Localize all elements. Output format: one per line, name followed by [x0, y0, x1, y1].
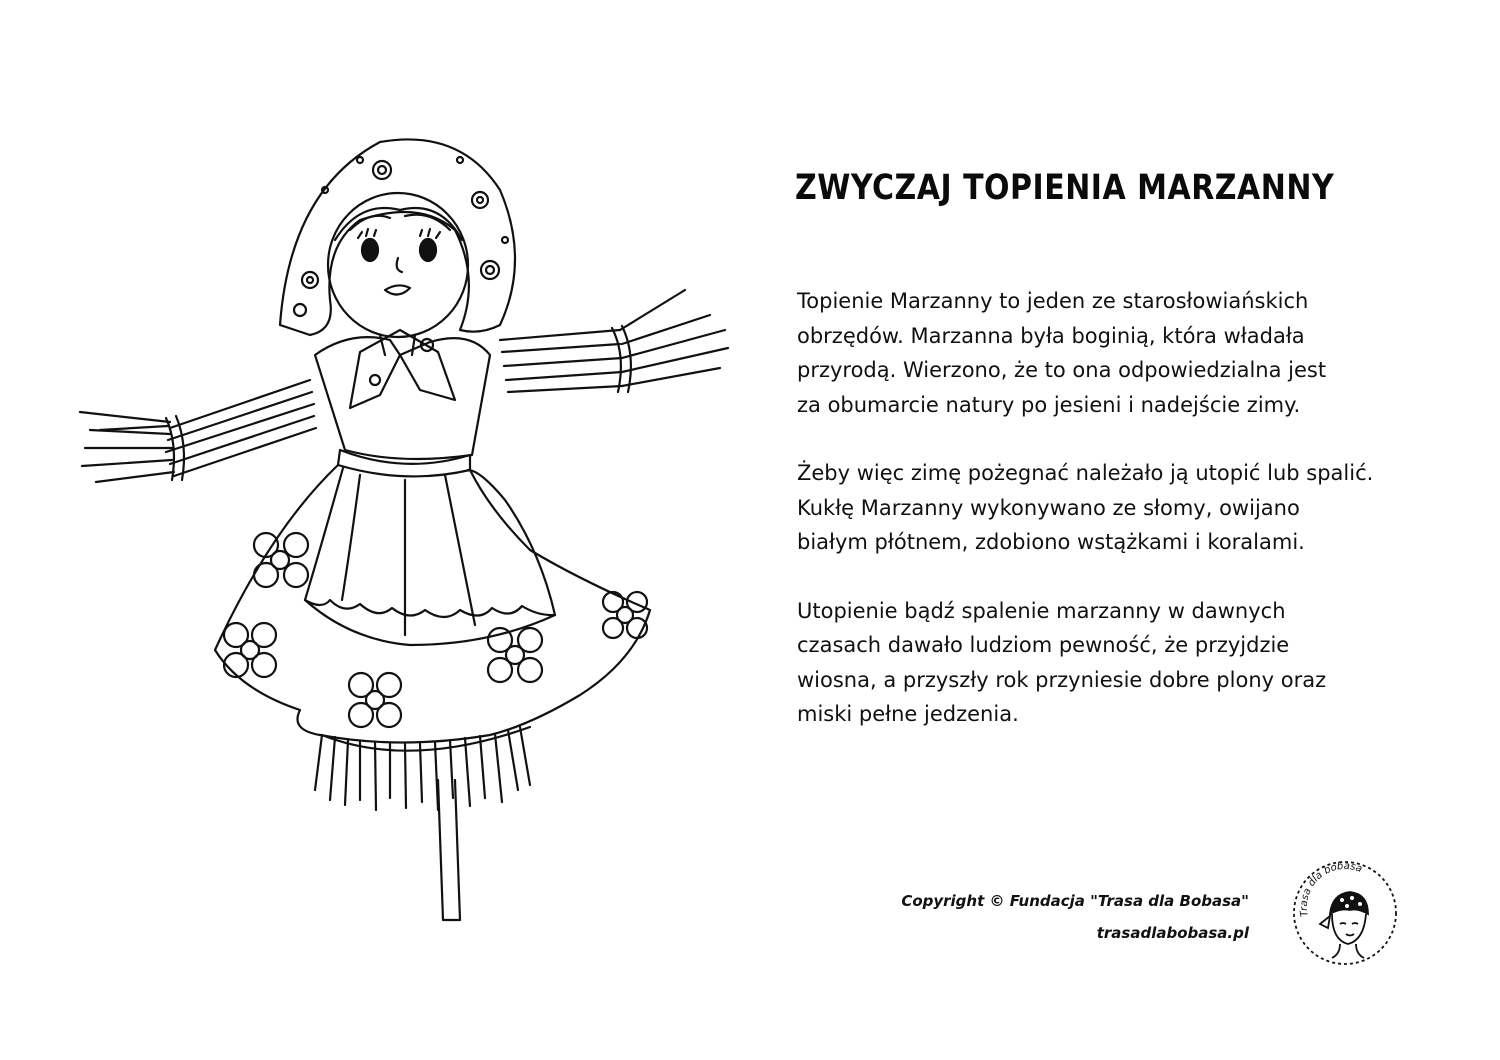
- text-line: Kukłę Marzanny wykonywano ze słomy, owijano: [797, 495, 1300, 520]
- skirt: [215, 465, 650, 743]
- footer-credits: [901, 885, 1249, 949]
- website-link[interactable]: trasadlabobasa.pl: [1096, 924, 1249, 942]
- text-line: przyrodą. Wierzono, że to ona odpowiedzialna jest: [797, 358, 1327, 382]
- text-line: miski pełne jedzenia.: [797, 702, 1019, 726]
- text-line: Utopienie bądź spalenie marzanny w dawnych: [797, 598, 1286, 623]
- text-line: za obumarcie natury po jesieni i nadejście zimy.: [797, 392, 1301, 417]
- copyright-notice: Copyright © Fundacja "Trasa dla Bobasa": [901, 892, 1249, 910]
- text-line: czasach dawało ludziom pewność, że przyjdzie: [797, 633, 1290, 657]
- marzanna-doll-illustration: [60, 130, 760, 960]
- paragraph-1: [797, 284, 1437, 422]
- headscarf: [280, 139, 515, 335]
- paragraph-2: [797, 456, 1437, 560]
- apron: [305, 468, 555, 645]
- trasa-dla-bobasa-logo: [1290, 858, 1400, 968]
- article-body: [797, 284, 1437, 766]
- logo-text: Trasa dla bobasa: [1298, 860, 1364, 918]
- left-straw-arm: [80, 380, 316, 482]
- text-line: białym płótnem, zdobiono wstążkami i koralami.: [797, 530, 1305, 554]
- text-line: Topienie Marzanny to jeden ze starosłowiańskich: [797, 289, 1309, 313]
- page-title: ZWYCZAJ TOPIENIA MARZANNY: [795, 168, 1335, 209]
- paragraph-3: [797, 594, 1437, 732]
- right-straw-arm: [500, 290, 728, 392]
- girl-with-bandana-icon: [1320, 892, 1368, 958]
- scarf-knot: [350, 330, 455, 408]
- text-line: obrzędów. Marzanna była boginią, która władała: [797, 323, 1305, 348]
- text-line: wiosna, a przyszły rok przyniesie dobre plony oraz: [797, 667, 1327, 692]
- skirt-flowers: [224, 533, 647, 727]
- text-line: Żeby więc zimę pożegnać należało ją utopić lub spalić.: [797, 461, 1374, 485]
- doll-face: [328, 193, 468, 337]
